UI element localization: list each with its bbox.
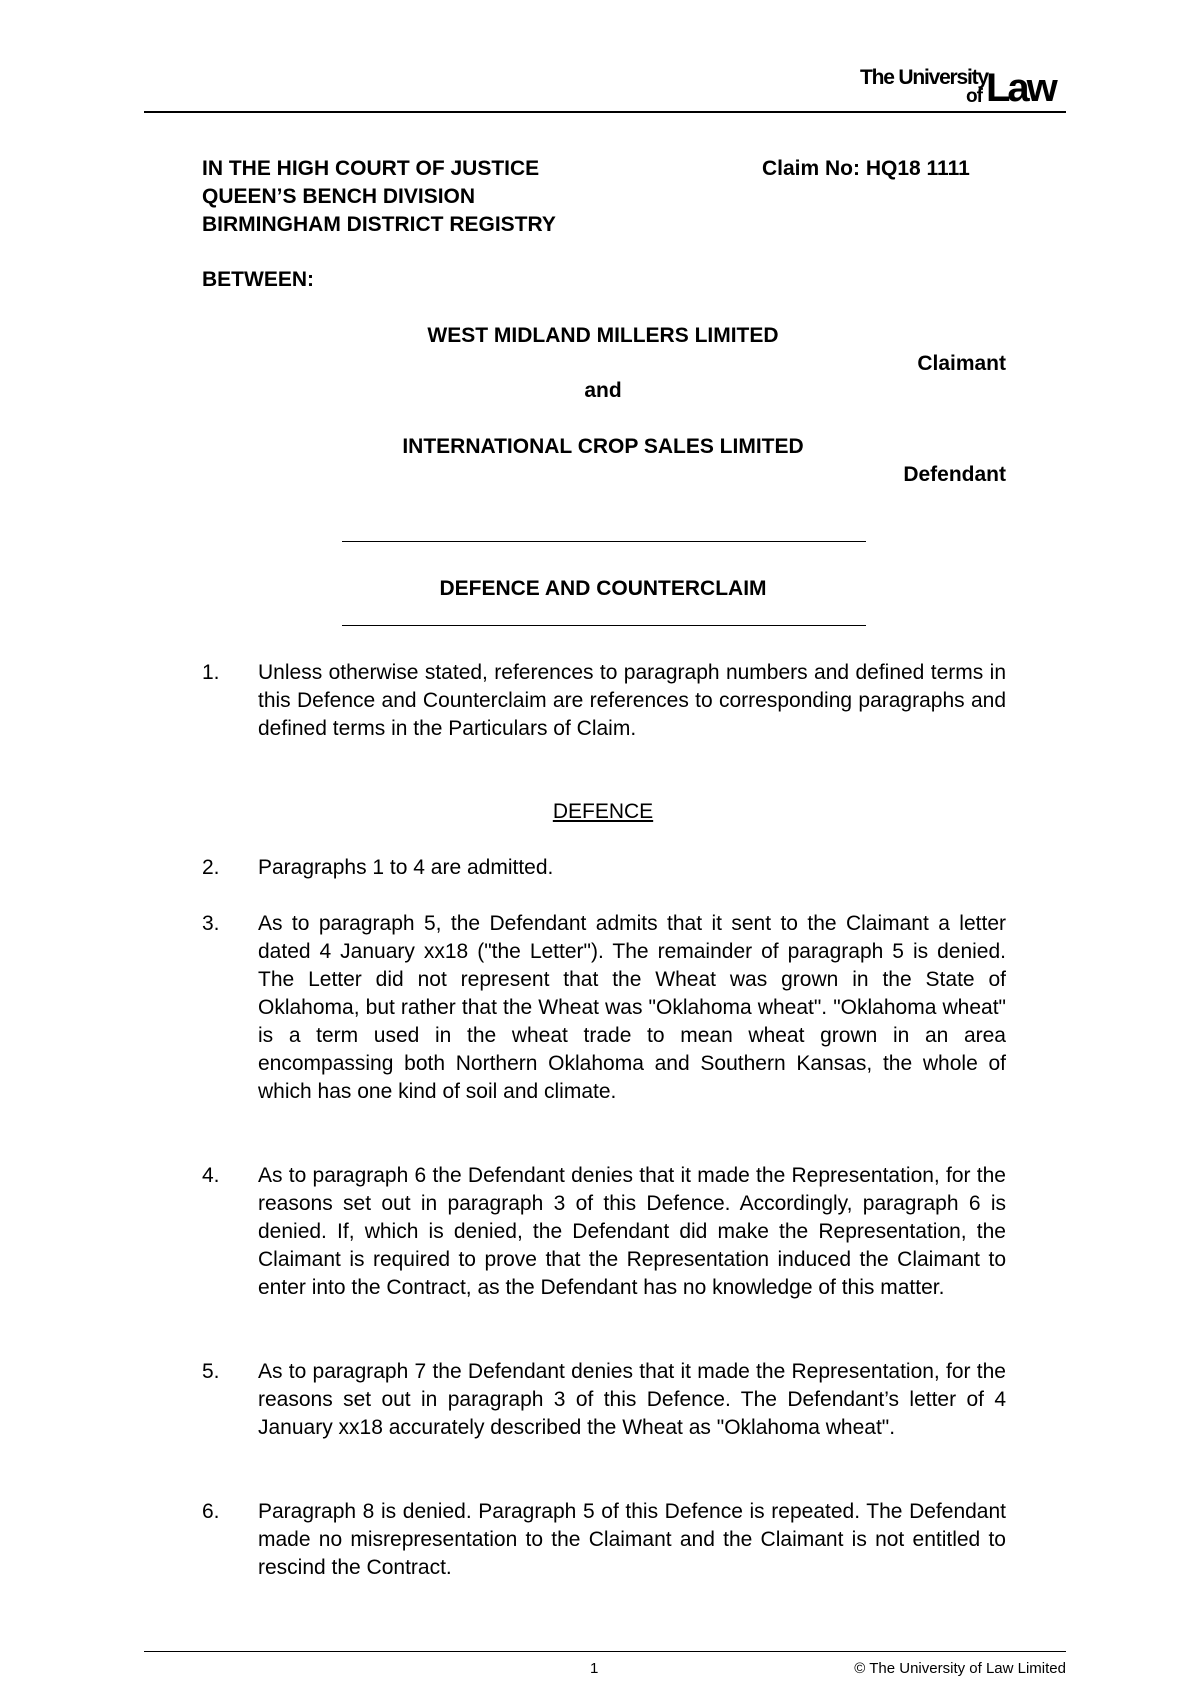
court-line-1: IN THE HIGH COURT OF JUSTICE bbox=[202, 157, 540, 180]
defendant-role: Defendant bbox=[903, 463, 1006, 486]
between-label: BETWEEN: bbox=[202, 268, 314, 291]
footer-copyright: © The University of Law Limited bbox=[854, 1660, 1066, 1677]
paragraph-number: 4. bbox=[202, 1164, 220, 1187]
header-divider bbox=[144, 111, 1066, 113]
court-line-2: QUEEN’S BENCH DIVISION bbox=[202, 185, 476, 208]
claim-number: Claim No: HQ18 1111 bbox=[762, 157, 970, 180]
paragraph-2 bbox=[202, 854, 1006, 882]
paragraph-number: 6. bbox=[202, 1500, 220, 1523]
paragraph-number: 5. bbox=[202, 1360, 220, 1383]
paragraph-text: Paragraphs 1 to 4 are admitted. bbox=[258, 856, 554, 879]
paragraph-5 bbox=[202, 1358, 1006, 1442]
court-heading bbox=[202, 155, 556, 239]
title-rule-top bbox=[342, 541, 866, 542]
claimant-role: Claimant bbox=[917, 352, 1006, 375]
paragraph-number: 3. bbox=[202, 912, 220, 935]
paragraph-number: 1. bbox=[202, 661, 220, 684]
logo-line-2: of bbox=[966, 86, 982, 107]
paragraph-4 bbox=[202, 1162, 1006, 1302]
section-heading-defence: DEFENCE bbox=[552, 800, 654, 823]
paragraph-text: Unless otherwise stated, references to paragraph numbers and defined terms in this Defence and Counterclaim are references to corresponding paragraphs and defined terms in the Particulars of Claim. bbox=[258, 661, 1006, 740]
paragraph-3 bbox=[202, 910, 1006, 1106]
university-of-law-logo bbox=[856, 64, 1068, 108]
paragraph-text: As to paragraph 6 the Defendant denies that it made the Representation, for the reasons set out in paragraph 3 of this Defence. Accordingly, paragraph 6 is denied. If, which is denied, the Defendant did make the Representation, the Claimant is required to prove that the Representation induced the Claimant to enter into the Contract, as the Defendant has no knowledge of this matter. bbox=[258, 1164, 1006, 1299]
footer-divider bbox=[144, 1651, 1066, 1652]
paragraph-text: Paragraph 8 is denied. Paragraph 5 of this Defence is repeated. The Defendant made no misrepresentation to the Claimant and the Claimant is not entitled to rescind the Contract. bbox=[258, 1500, 1006, 1579]
logo-line-1: The University bbox=[860, 66, 988, 89]
claimant-name: WEST MIDLAND MILLERS LIMITED bbox=[427, 324, 779, 347]
paragraph-text: As to paragraph 5, the Defendant admits that it sent to the Claimant a letter dated 4 January xx18 ("the Letter"). The remainder of paragraph 5 is denied. The Letter did not represent that the Wheat was grown in the State of Oklahoma, but rather that the Wheat was "Oklahoma wheat". "Oklahoma wheat" is a term used in the wheat trade to mean wheat grown in an area encompassing both Northern Oklahoma and Southern Kansas, the whole of which has one kind of soil and climate. bbox=[258, 912, 1006, 1103]
paragraph-number: 2. bbox=[202, 856, 220, 879]
paragraph-1 bbox=[202, 659, 1006, 743]
logo-line-3: Law bbox=[986, 66, 1055, 110]
paragraph-text: As to paragraph 7 the Defendant denies that it made the Representation, for the reasons set out in paragraph 3 of this Defence. The Defendant’s letter of 4 January xx18 accurately described the Wheat as "Oklahoma wheat". bbox=[258, 1360, 1006, 1439]
and-separator: and bbox=[584, 379, 622, 402]
defendant-name: INTERNATIONAL CROP SALES LIMITED bbox=[402, 435, 804, 458]
court-line-3: BIRMINGHAM DISTRICT REGISTRY bbox=[202, 213, 556, 236]
title-rule-bottom bbox=[342, 625, 866, 626]
page-number: 1 bbox=[590, 1660, 599, 1677]
document-title: DEFENCE AND COUNTERCLAIM bbox=[439, 577, 767, 600]
paragraph-6 bbox=[202, 1498, 1006, 1582]
